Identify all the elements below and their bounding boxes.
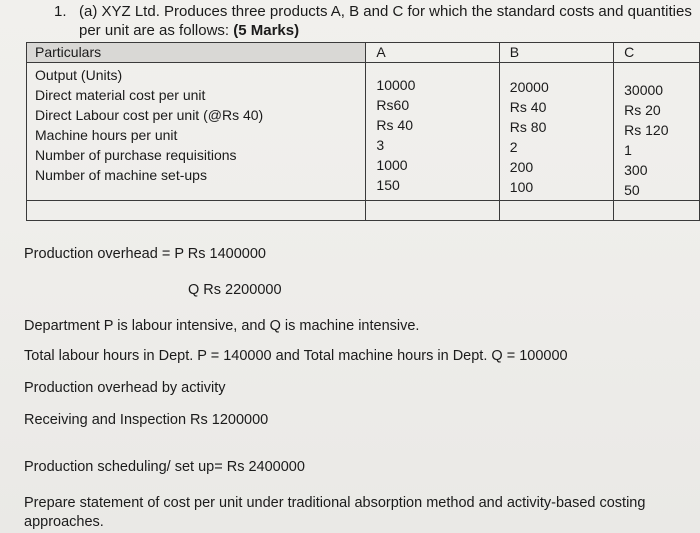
particular-labour: Direct Labour cost per unit (@Rs 40)	[35, 107, 264, 123]
question-marks: (5 Marks)	[233, 22, 300, 39]
b-machine-hours: 2	[509, 139, 518, 155]
a-machine-hours: 3	[376, 137, 385, 153]
c-labour: Rs 120	[624, 122, 669, 138]
c-material: Rs 20	[624, 102, 661, 118]
overhead-q-line: Q Rs 2200000	[188, 282, 282, 298]
c-setups: 50	[624, 182, 640, 198]
particular-output: Output (Units)	[35, 67, 123, 83]
b-setups: 100	[509, 179, 534, 195]
col-a-cell	[366, 63, 499, 201]
question-number: 1.	[54, 3, 67, 20]
cost-table	[26, 42, 700, 221]
particular-setups: Number of machine set-ups	[35, 167, 207, 183]
col-c-cell	[614, 63, 700, 201]
a-output: 10000	[376, 77, 416, 93]
b-material: Rs 40	[509, 99, 547, 115]
b-labour: Rs 80	[509, 119, 547, 135]
scheduling-line: Production scheduling/ set up= Rs 2400000	[24, 459, 305, 475]
particular-machine-hours: Machine hours per unit	[35, 127, 178, 143]
header-c: C	[614, 43, 700, 63]
question-intro	[79, 2, 699, 40]
header-b: B	[499, 43, 613, 63]
col-b-cell	[499, 63, 613, 201]
header-a: A	[366, 43, 499, 63]
a-labour: Rs 40	[376, 117, 413, 133]
table-header-row	[27, 43, 700, 63]
receiving-line: Receiving and Inspection Rs 1200000	[24, 412, 269, 428]
prepare-statement: Prepare statement of cost per unit under traditional absorption method and activity-based costing approaches.	[24, 495, 646, 530]
particular-material: Direct material cost per unit	[35, 87, 206, 103]
hours-line: Total labour hours in Dept. P = 140000 and Total machine hours in Dept. Q = 100000	[24, 348, 568, 364]
a-requisitions: 1000	[376, 157, 408, 173]
c-output: 30000	[624, 82, 664, 98]
c-machine-hours: 1	[624, 142, 632, 158]
c-requisitions: 300	[624, 162, 648, 178]
question-intro-text: (a) XYZ Ltd. Produces three products A, B and C for which the standard costs and quantities per unit are as follows:	[79, 3, 692, 39]
b-output: 20000	[509, 79, 549, 95]
a-setups: 150	[376, 177, 400, 193]
a-material: Rs60	[376, 97, 410, 113]
header-particulars: Particulars	[27, 43, 366, 63]
table-body-row	[27, 63, 700, 201]
departments-line: Department P is labour intensive, and Q is machine intensive.	[24, 318, 420, 334]
by-activity-line: Production overhead by activity	[24, 380, 226, 396]
table-empty-row	[27, 201, 700, 221]
overhead-p-line: Production overhead = P Rs 1400000	[24, 246, 266, 262]
b-requisitions: 200	[509, 159, 534, 175]
particulars-cell	[27, 63, 366, 201]
particular-requisitions: Number of purchase requisitions	[35, 147, 237, 163]
